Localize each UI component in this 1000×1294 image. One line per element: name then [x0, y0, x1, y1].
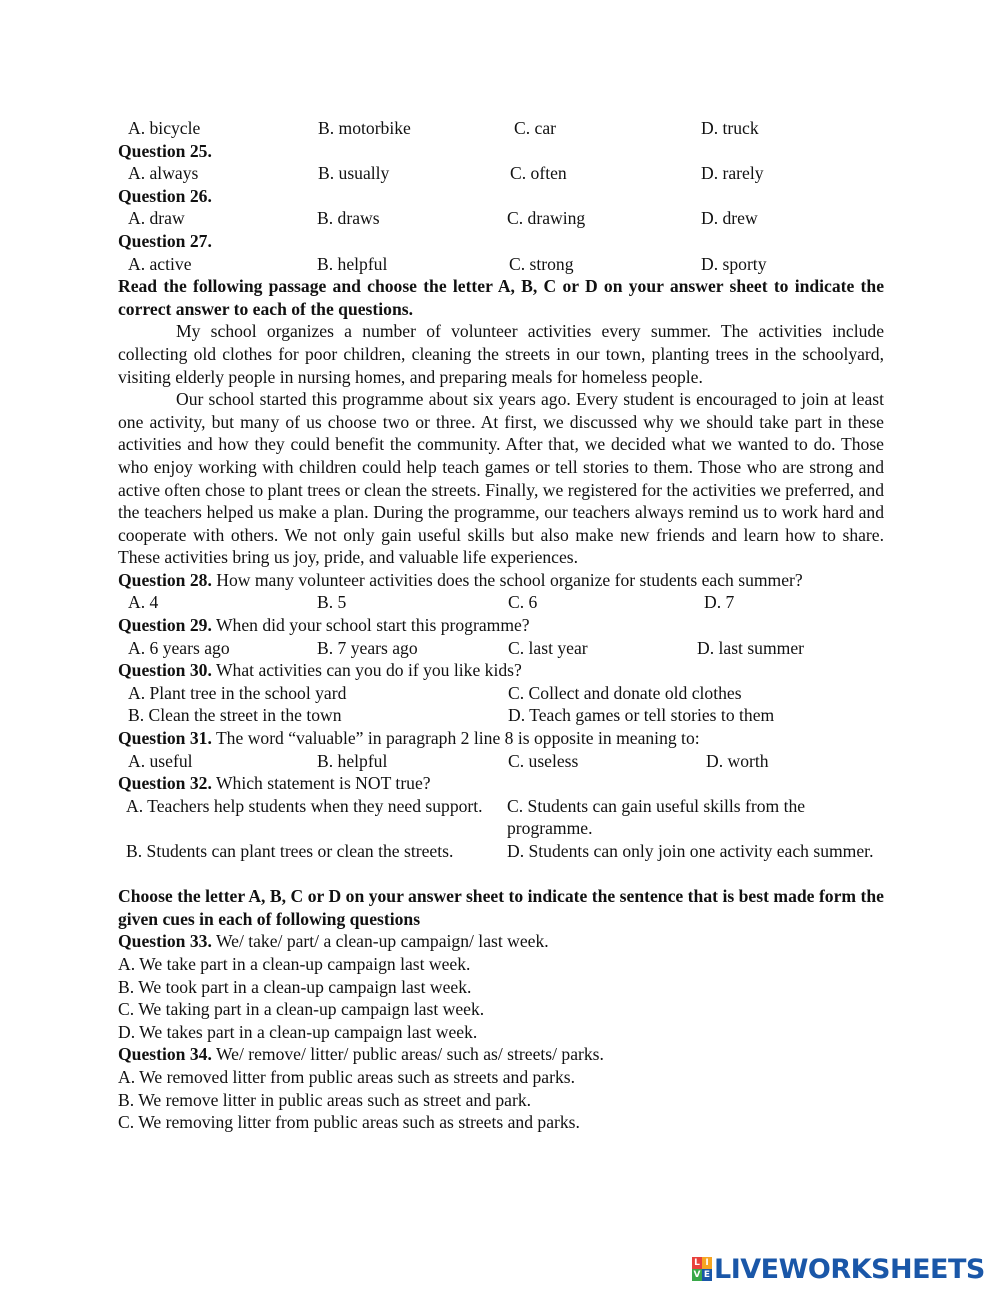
q26-options — [118, 207, 884, 230]
option-b[interactable]: B. usually — [318, 163, 390, 184]
passage-paragraph-1: My school organizes a number of volunteer activities every summer. The activities include collecting old clothes for poor children, cleaning the streets in our town, planting trees in the schoolyard, visiting elderly people in nursing homes, and preparing meals for homeless people. — [118, 321, 884, 387]
option-c[interactable]: C. strong — [509, 253, 574, 274]
option-b[interactable]: B. We remove litter in public areas such as street and park. — [118, 1089, 532, 1110]
option-c[interactable]: C. useless — [508, 750, 579, 771]
q31-options — [118, 750, 884, 773]
q27-options — [118, 253, 884, 276]
question-text: How many volunteer activities does the school organize for students each summer? — [211, 569, 803, 590]
sentence-building-instruction: Choose the letter A, B, C or D on your answer sheet to indicate the sentence that is best made form the given cues in each of following questions — [118, 886, 884, 929]
option-b[interactable]: B. helpful — [317, 253, 388, 274]
option-d[interactable]: D. worth — [706, 750, 769, 771]
logo-letter: L — [692, 1257, 702, 1269]
question-label: Question 29. — [118, 615, 212, 636]
worksheet-page — [118, 117, 884, 1134]
option-d[interactable]: D. truck — [701, 118, 759, 138]
option-a[interactable]: A. 6 years ago — [128, 637, 230, 658]
question-30 — [118, 659, 884, 682]
option-c[interactable]: C. Collect and donate old clothes — [508, 682, 742, 703]
logo-text: LIVEWORKSHEETS — [714, 1253, 985, 1285]
question-32 — [118, 772, 884, 795]
question-label: Question 30. — [118, 660, 212, 681]
option-c[interactable]: C. We removing litter from public areas such as streets and parks. — [118, 1112, 580, 1133]
question-label: Question 28. — [118, 569, 212, 590]
logo-letter: V — [693, 1270, 701, 1280]
option-d[interactable]: D. last summer — [697, 637, 805, 658]
option-a[interactable]: A. useful — [128, 750, 193, 771]
q30-options-row-2 — [118, 704, 884, 727]
option-d[interactable]: D. 7 — [704, 592, 735, 613]
option-c[interactable]: C. We taking part in a clean-up campaign last week. — [118, 999, 485, 1020]
option-b[interactable]: B. 7 years ago — [317, 637, 418, 658]
option-b[interactable]: B. 5 — [317, 592, 347, 613]
question-26-label: Question 26. — [118, 185, 212, 206]
q32-options-row-2 — [118, 840, 884, 885]
passage-paragraph-2: Our school started this programme about six years ago. Every student is encouraged to join at least one activity, but many of us choose two or three. At first, we discussed why we should take part in these activities and how they could benefit the community. After that, we decided what we wanted to do. Those who enjoy working with children could help teach games or tell stories to them. Those who are strong and active often chose to plant trees or clean the streets. Finally, we registered for the activities we preferred, and the teachers helped us make a plan. During the programme, our teachers always remind us to work hard and cooperate with others. We not only gain useful skills but also make new friends and learn how to share. These activities bring us joy, pride, and valuable life experiences. — [118, 389, 884, 568]
option-b[interactable]: B. helpful — [317, 750, 388, 771]
question-text: The word “valuable” in paragraph 2 line 8 is opposite in meaning to: — [211, 728, 700, 749]
question-label: Question 33. — [118, 931, 212, 952]
option-a[interactable]: A. Plant tree in the school yard — [128, 682, 347, 703]
option-b[interactable]: B. draws — [317, 208, 380, 229]
option-a[interactable]: A. Teachers help students when they need support. — [126, 795, 483, 816]
option-d[interactable]: D. Students can only join one activity each summer. — [507, 841, 874, 861]
question-28 — [118, 569, 884, 592]
option-a[interactable]: A. We removed litter from public areas such as streets and parks. — [118, 1066, 576, 1087]
q28-options — [118, 591, 884, 614]
question-27-label: Question 27. — [118, 230, 212, 251]
option-d[interactable]: D. Teach games or tell stories to them — [508, 705, 775, 726]
reading-instruction: Read the following passage and choose the letter A, B, C or D on your answer sheet to indicate the correct answer to each of the questions. — [118, 276, 884, 319]
option-a[interactable]: A. draw — [128, 208, 185, 229]
question-29 — [118, 614, 884, 637]
question-31 — [118, 727, 884, 750]
option-b[interactable]: B. Clean the street in the town — [128, 705, 342, 726]
option-c[interactable]: C. car — [514, 118, 557, 138]
q29-options — [118, 637, 884, 660]
option-c[interactable]: C. 6 — [508, 592, 538, 613]
logo-mark-icon — [692, 1257, 712, 1281]
option-c[interactable]: C. last year — [508, 637, 588, 658]
option-c[interactable]: C. drawing — [507, 208, 586, 229]
option-a[interactable]: A. always — [128, 163, 199, 184]
question-text: What activities can you do if you like kids? — [211, 660, 522, 681]
option-c[interactable]: C. often — [510, 163, 567, 184]
option-d[interactable]: D. rarely — [701, 163, 764, 184]
option-a[interactable]: A. 4 — [128, 592, 159, 613]
option-a[interactable]: A. bicycle — [128, 118, 201, 138]
option-d[interactable]: D. drew — [701, 208, 758, 229]
question-label: Question 31. — [118, 728, 212, 749]
question-text: We/ take/ part/ a clean-up campaign/ last week. — [211, 931, 549, 952]
option-a[interactable]: A. active — [128, 253, 192, 274]
question-text: Which statement is NOT true? — [211, 773, 431, 794]
question-label: Question 34. — [118, 1044, 212, 1065]
option-a[interactable]: A. We take part in a clean-up campaign last week. — [118, 953, 471, 974]
question-25-label: Question 25. — [118, 140, 212, 161]
option-b[interactable]: B. Students can plant trees or clean the streets. — [126, 841, 454, 861]
q25-options — [118, 162, 884, 185]
liveworksheets-logo[interactable] — [692, 1254, 985, 1284]
option-c[interactable]: C. Students can gain useful skills from the programme. — [507, 795, 806, 839]
question-text: When did your school start this programme? — [211, 615, 530, 636]
question-text: We/ remove/ litter/ public areas/ such as/ streets/ parks. — [211, 1044, 604, 1065]
question-label: Question 32. — [118, 773, 212, 794]
logo-letter: I — [702, 1257, 712, 1269]
option-d[interactable]: D. sporty — [701, 253, 767, 274]
q32-options-row-1 — [118, 795, 884, 840]
question-34 — [118, 1043, 884, 1066]
q30-options-row-1 — [118, 682, 884, 705]
question-33 — [118, 930, 884, 953]
option-b[interactable]: B. motorbike — [318, 118, 411, 138]
logo-letter: E — [703, 1270, 711, 1280]
option-b[interactable]: B. We took part in a clean-up campaign last week. — [118, 976, 472, 997]
q24-options — [118, 117, 884, 140]
option-d[interactable]: D. We takes part in a clean-up campaign last week. — [118, 1021, 478, 1042]
